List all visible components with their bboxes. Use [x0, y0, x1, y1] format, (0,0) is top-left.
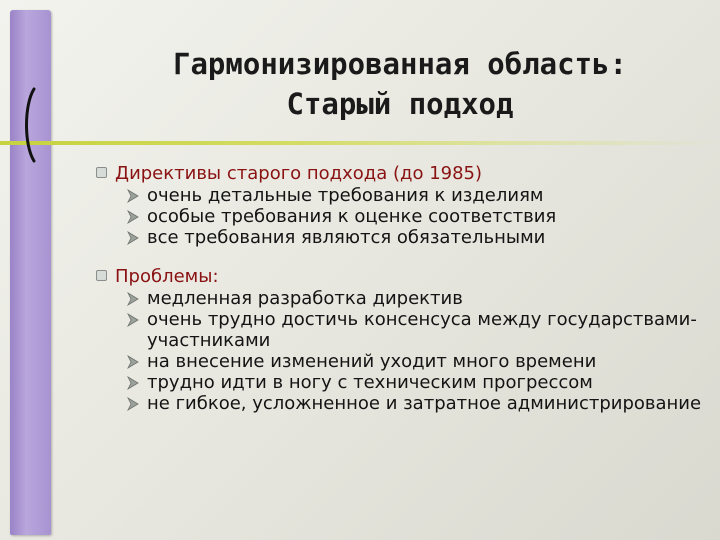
arrow-bullet-icon — [126, 189, 140, 203]
section-problems — [96, 265, 706, 414]
arrow-bullet-icon — [126, 231, 140, 245]
horizontal-rule — [0, 141, 720, 145]
section-heading-label: Проблемы: — [115, 266, 219, 287]
list-item — [126, 227, 706, 248]
list-item — [126, 288, 706, 309]
list-item — [126, 309, 706, 351]
list-item — [126, 351, 706, 372]
section-heading — [96, 265, 706, 288]
section-old-approach — [96, 162, 706, 248]
list-item — [126, 206, 706, 227]
page-title — [95, 44, 705, 124]
bullet-list — [96, 185, 706, 248]
arrow-bullet-icon — [126, 292, 140, 306]
list-item — [126, 185, 706, 206]
list-item-text: все требования являются обязательными — [147, 227, 546, 248]
section-heading-label: Директивы старого подхода (до 1985) — [115, 163, 483, 184]
list-item-text: трудно идти в ногу с техническим прогрессом — [147, 372, 593, 393]
arrow-bullet-icon — [126, 397, 140, 411]
title-line-2: Старый подход — [286, 87, 514, 121]
list-item-text: особые требования к оценке соответствия — [147, 206, 557, 227]
section-heading — [96, 162, 706, 185]
list-item-text: на внесение изменений уходит много времени — [147, 351, 597, 372]
square-bullet-icon — [96, 167, 107, 178]
bullet-list — [96, 288, 706, 414]
list-item — [126, 393, 706, 414]
list-item-text: очень детальные требования к изделиям — [147, 185, 544, 206]
list-item-text: очень трудно достичь консенсуса между государствами-участниками — [147, 309, 697, 351]
title-line-1: Гармонизированная область: — [173, 47, 627, 81]
arrow-bullet-icon — [126, 376, 140, 390]
slide-content — [96, 162, 706, 431]
list-item-text: не гибкое, усложненное и затратное администрирование — [147, 393, 702, 414]
bracket-decoration-icon — [20, 85, 50, 165]
list-item-text: медленная разработка директив — [147, 288, 463, 309]
square-bullet-icon — [96, 270, 107, 281]
arrow-bullet-icon — [126, 313, 140, 327]
arrow-bullet-icon — [126, 210, 140, 224]
list-item — [126, 372, 706, 393]
arrow-bullet-icon — [126, 355, 140, 369]
